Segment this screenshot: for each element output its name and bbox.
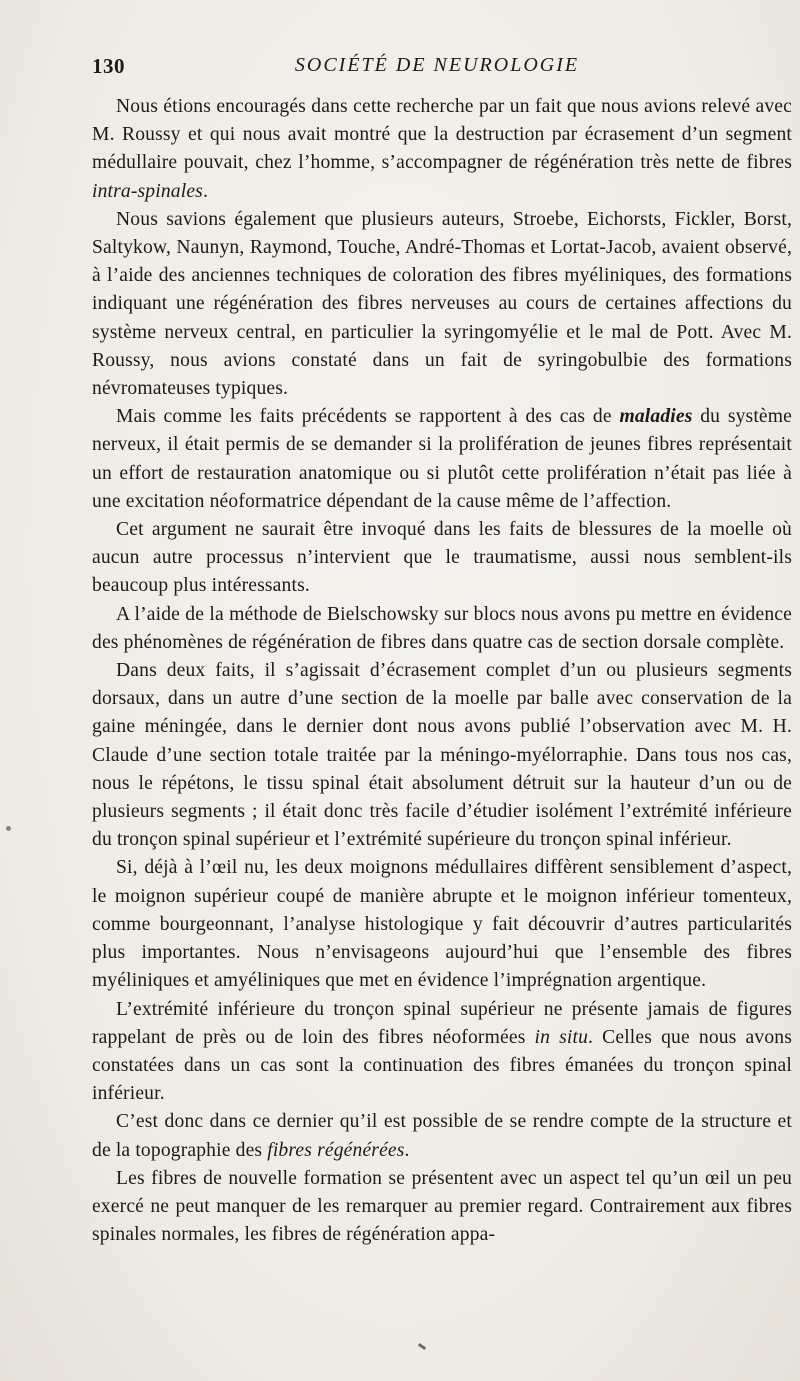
paragraph — [92, 996, 792, 1109]
text-run: L’extrémité inférieure du tronçon spinal supérieur ne présente jamais de figures rappelant de près ou de loin des fibres néoformées — [92, 998, 792, 1048]
text-run: . — [404, 1139, 410, 1161]
paragraph — [92, 854, 792, 995]
emphasis-text: intra-spinales — [92, 180, 203, 202]
text-run: Si, déjà à l’œil nu, les deux moignons médullaires diffèrent sensiblement d’aspect, le moignon supérieur coupé de manière abrupte et le moignon inférieur tomenteux, comme bourgeonnant, l’analyse histologique y fait découvrir d’autres particularités plus importantes. Nous n’envisageons aujourd’hui que l’ensemble des fibres myéliniques et amyéliniques que met en évidence l’imprégnation argentique. — [92, 857, 792, 992]
running-head: SOCIÉTÉ DE NEUROLOGIE — [294, 54, 580, 76]
paragraph — [92, 403, 792, 516]
paragraph — [92, 206, 792, 403]
page-number: 130 — [92, 54, 125, 78]
text-run: Cet argument ne saurait être invoqué dans les faits de blessures de la moelle où aucun autre processus n’intervient que le traumatisme, aussi nous semblent-ils beaucoup plus intéressants. — [92, 519, 792, 597]
emphasis-text: maladies — [619, 406, 693, 428]
margin-speck — [6, 826, 11, 831]
text-run: Nous savions également que plusieurs auteurs, Stroebe, Eichorsts, Fickler, Borst, Saltykow, Naunyn, Raymond, Touche, André-Thomas et Lortat-Jacob, avaient observé, à l’aide des anciennes techniques de coloration des fibres myéliniques, des formations indiquant une régénération des fibres nerveuses au cours de certaines affections du système nerveux central, en particulier la syringomyélie et le mal de Pott. Avec M. Roussy, nous avions constaté dans un fait de syringobulbie des formations névromateuses typiques. — [92, 208, 792, 400]
text-run: A l’aide de la méthode de Bielschowsky sur blocs nous avons pu mettre en évidence des phénomènes de régénération de fibres dans quatre cas de section dorsale complète. — [92, 603, 792, 653]
paragraph — [92, 1165, 792, 1250]
paragraph — [92, 657, 792, 854]
text-run: C’est donc dans ce dernier qu’il est possible de se rendre compte de la structure et de la topographie des — [92, 1111, 792, 1161]
paragraph — [92, 1108, 792, 1164]
text-run: Nous étions encouragés dans cette recherche par un fait que nous avions relevé avec M. Roussy et qui nous avait montré que la destruction par écrasement d’un segment médullaire pouvait, chez l’homme, s’accompagner de régénération très nette de fibres — [92, 96, 792, 174]
text-run: du système nerveux, il était permis de se demander si la prolifération de jeunes fibres représentait un effort de restauration anatomique ou si plutôt cette prolifération n’était pas liée à une excitation néoformatrice dépendant de la cause même de l’affection. — [92, 406, 792, 512]
body-text — [92, 93, 792, 1249]
paragraph — [92, 516, 792, 601]
paragraph — [92, 601, 792, 657]
print-mark — [418, 1343, 426, 1350]
text-run: Dans deux faits, il s’agissait d’écrasement complet d’un ou plusieurs segments dorsaux, dans un autre d’une section de la moelle par balle avec conservation de la gaine méningée, dans le dernier dont nous avons publié l’observation avec M. H. Claude d’une section totale traitée par la méningo-myélorraphie. Dans tous nos cas, nous le répétons, le tissu spinal était absolument détruit sur la hauteur d’un ou de plusieurs segments ; il était donc très facile d’étudier isolément l’extrémité inférieure du tronçon spinal supérieur et l’extrémité supérieure du tronçon spinal inférieur. — [92, 660, 792, 851]
paragraph — [92, 93, 792, 206]
emphasis-text: in situ — [534, 1026, 589, 1048]
text-run: . — [202, 180, 209, 202]
text-run: Mais comme les faits précédents se rapportent à des cas de — [116, 406, 620, 428]
text-run: Les fibres de nouvelle formation se présentent avec un aspect tel qu’un œil un peu exercé ne peut manquer de les remarquer au premier regard. Contrairement aux fibres spinales normales, les fibres de régénération appa- — [92, 1167, 792, 1246]
emphasis-text: fibres régénérées — [267, 1139, 405, 1161]
text-run: . Celles que nous avons constatées dans un cas sont la continuation des fibres émanées du tronçon spinal inférieur. — [92, 1026, 793, 1105]
page-header — [92, 54, 782, 84]
